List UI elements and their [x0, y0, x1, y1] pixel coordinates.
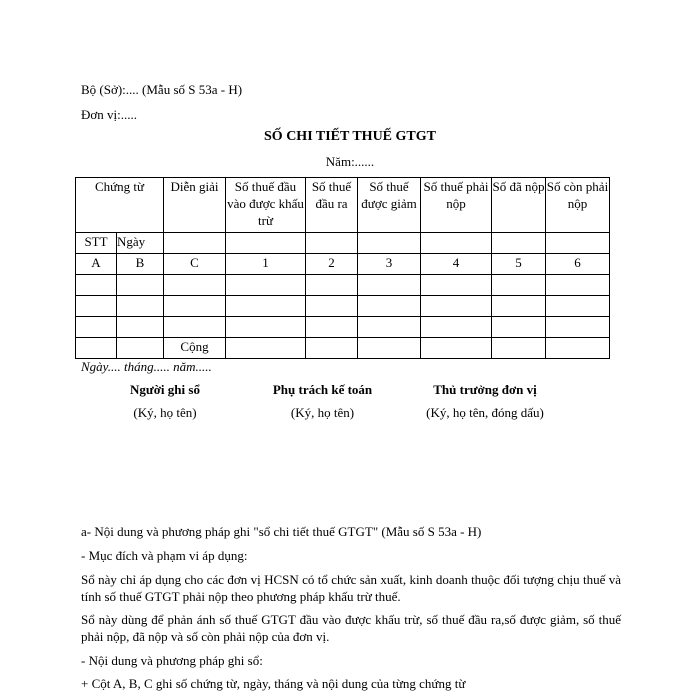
- code-cell: 5: [492, 254, 546, 275]
- tax-ledger-table: [75, 177, 610, 359]
- purpose-heading: - Mục đích và phạm vi áp dụng:: [81, 548, 248, 563]
- signature-title: Thủ trưởng đơn vị: [433, 382, 537, 397]
- code-cell: 4: [421, 254, 492, 275]
- table-row: [76, 275, 610, 296]
- code-cell: C: [164, 254, 226, 275]
- signature-note: (Ký, họ tên): [133, 405, 197, 420]
- signature-title: Người ghi sổ: [130, 382, 200, 397]
- code-cell: 3: [358, 254, 421, 275]
- date-line: Ngày.... tháng..... năm.....: [81, 359, 212, 374]
- table-row: [76, 317, 610, 338]
- purpose-paragraph-2: Sổ này dùng để phản ánh số thuế GTGT đầu vào được khấu trừ, số thuế đầu ra,số được giảm, số thuế phải nộp, đã nộp và số còn phải nộp của đơn vị.: [81, 612, 621, 644]
- header-output-tax: Số thuế đầu ra: [306, 178, 358, 233]
- signature-note: (Ký, họ tên): [290, 405, 355, 420]
- agency-line: Bộ (Sở):.... (Mẫu số S 53a - H): [81, 82, 243, 97]
- purpose-paragraph-1: Sổ này chỉ áp dụng cho các đơn vị HCSN có tổ chức sản xuất, kinh doanh thuộc đối tượng chịu thuế và tính số thuế GTGT phải nộp theo phương pháp khấu trừ thuế.: [81, 572, 621, 604]
- header-voucher: Chứng từ: [76, 178, 164, 233]
- signature-note: (Ký, họ tên, đóng dấu): [426, 405, 544, 420]
- code-cell: 6: [546, 254, 610, 275]
- year-line: Năm:......: [325, 154, 375, 169]
- table-header-row: [76, 178, 610, 233]
- table-subheader-row: [76, 233, 610, 254]
- code-cell: 2: [306, 254, 358, 275]
- signature-title: Phụ trách kế toán: [272, 382, 373, 397]
- unit-line: Đơn vị:.....: [81, 107, 137, 122]
- document-title: SỐ CHI TIẾT THUẾ GTGT: [264, 129, 436, 144]
- subheader-date: Ngày: [117, 233, 164, 254]
- code-cell: A: [76, 254, 117, 275]
- total-label: Cộng: [164, 338, 226, 359]
- header-reduced-tax: Số thuế được giảm: [358, 178, 421, 233]
- signature-head-of-unit: [405, 382, 565, 421]
- code-cell: B: [117, 254, 164, 275]
- method-item-1: + Cột A, B, C ghi số chứng từ, ngày, tháng và nội dung của từng chứng từ: [81, 676, 466, 691]
- subheader-stt: STT: [76, 233, 117, 254]
- method-heading: - Nội dung và phương pháp ghi sổ:: [81, 653, 263, 668]
- signature-recorder: [100, 382, 230, 421]
- code-cell: 1: [226, 254, 306, 275]
- header-description: Diễn giải: [164, 178, 226, 233]
- header-remaining: Số còn phải nộp: [546, 178, 610, 233]
- table-code-row: [76, 254, 610, 275]
- table-row: [76, 296, 610, 317]
- header-payable-tax: Số thuế phải nộp: [421, 178, 492, 233]
- header-paid: Số đã nộp: [492, 178, 546, 233]
- table-total-row: [76, 338, 610, 359]
- header-input-tax: Số thuế đầu vào được khấu trừ: [226, 178, 306, 233]
- instructions-heading: a- Nội dung và phương pháp ghi "sổ chi tiết thuế GTGT" (Mẫu số S 53a - H): [81, 524, 482, 539]
- signature-chief-accountant: [250, 382, 395, 421]
